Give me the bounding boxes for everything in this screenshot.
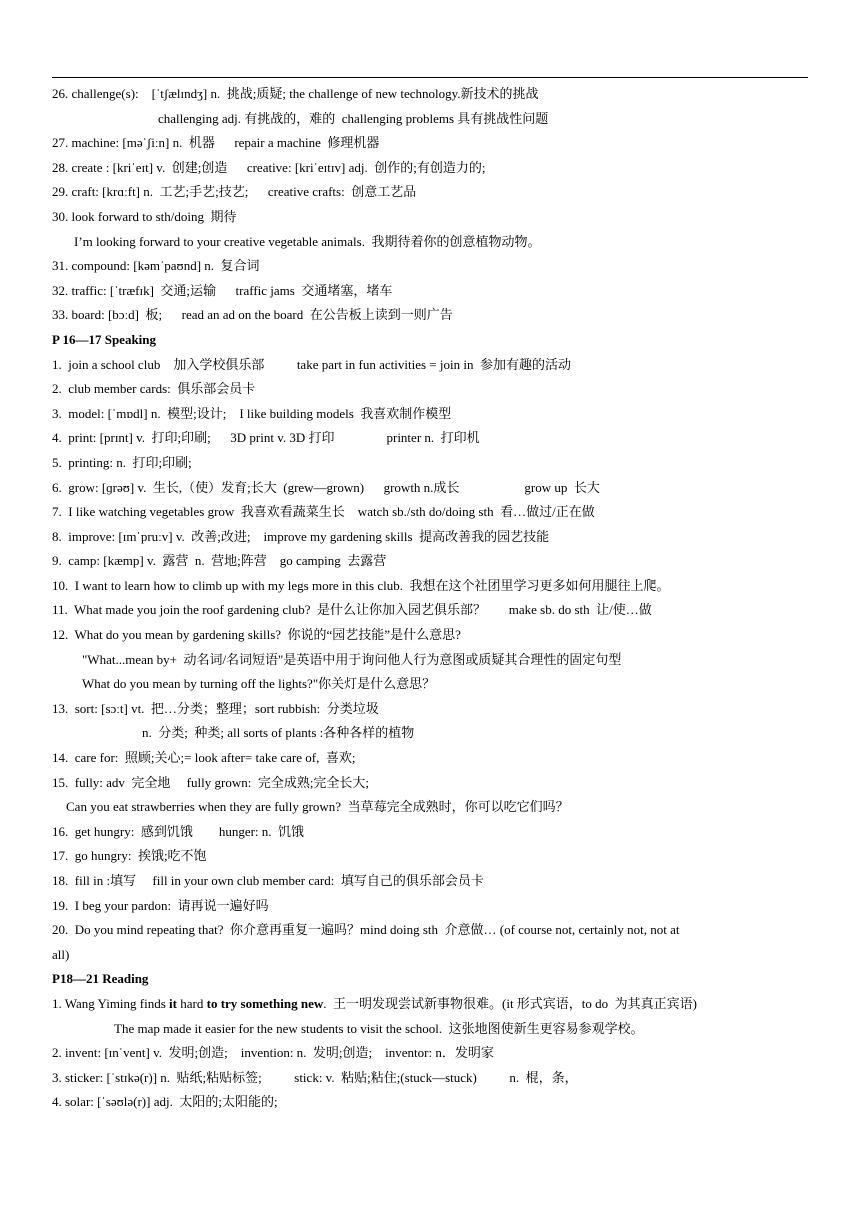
reading-item-1-part: 1. Wang Yiming finds: [52, 995, 170, 1011]
speaking-item-15: 15. fully: adv 完全地 fully grown: 完全成熟;完全长大;: [52, 774, 370, 790]
entry-27: 27. machine: [məˈʃiːn] n. 机器 repair a machine 修理机器: [52, 135, 380, 151]
speaking-item-10: 10. I want to learn how to climb up with my legs more in this club. 我想在这个社团里学习更多如何用腿往上爬。: [52, 577, 670, 593]
speaking-item-20: 20. Do you mind repeating that? 你介意再重复一遍吗？mind doing sth 介意做… (of course not, certainly not, not at: [52, 922, 680, 938]
speaking-item-19: 19. I beg your pardon: 请再说一遍好吗: [52, 897, 269, 913]
speaking-item-6: 6. grow: [ɡrəʊ] v. 生长,（使）发育;长大 (grew—grown) growth n.成长 grow up 长大: [52, 479, 600, 495]
reading-item-2: 2. invent: [ɪnˈvent] v. 发明;创造; invention: n. 发明;创造; inventor: n．发明家: [52, 1045, 494, 1061]
speaking-item-15-example: Can you eat strawberries when they are fully grown? 当草莓完全成熟时，你可以吃它们吗？: [66, 799, 569, 815]
reading-item-1: [52, 992, 812, 1017]
entry-32: 32. traffic: [ˈtræfɪk] 交通;运输 traffic jams 交通堵塞，堵车: [52, 282, 393, 298]
reading-item-1-phrase: to try something new: [206, 995, 324, 1011]
speaking-item-2: 2. club member cards: 俱乐部会员卡: [52, 381, 256, 397]
reading-item-1-example: The map made it easier for the new students to visit the school. 这张地图使新生更容易参观学校。: [114, 1020, 644, 1036]
speaking-item-20-cont: all): [52, 946, 70, 962]
vocabulary-notes-page: [52, 82, 812, 1115]
section-heading-reading: P18—21 Reading: [52, 971, 149, 987]
entry-31: 31. compound: [kəmˈpaʊnd] n. 复合词: [52, 258, 260, 274]
reading-item-4: 4. solar: [ˈsəʊlə(r)] adj. 太阳的;太阳能的;: [52, 1094, 278, 1110]
entry-29: 29. craft: [krɑːft] n. 工艺;手艺;技艺; creative crafts: 创意工艺品: [52, 184, 417, 200]
speaking-item-11: 11. What made you join the roof gardening club? 是什么让你加入园艺俱乐部？ make sb. do sth 让/使…做: [52, 602, 652, 618]
section-heading-speaking: P 16—17 Speaking: [52, 331, 157, 347]
entry-26: 26. challenge(s): [ˈtʃælɪndʒ] n. 挑战;质疑; the challenge of new technology.新技术的挑战: [52, 86, 539, 101]
speaking-item-5: 5. printing: n. 打印;印刷;: [52, 454, 192, 470]
speaking-item-9: 9. camp: [kæmp] v. 露营 n. 营地;阵营 go camping 去露营: [52, 553, 387, 569]
speaking-item-7: 7. I like watching vegetables grow 我喜欢看蔬菜生长 watch sb./sth do/doing sth 看…做过/正在做: [52, 504, 595, 520]
entry-30-example: I’m looking forward to your creative vegetable animals. 我期待着你的创意植物动物。: [74, 233, 541, 249]
speaking-item-18: 18. fill in :填写 fill in your own club member card: 填写自己的俱乐部会员卡: [52, 873, 484, 888]
speaking-item-8: 8. improve: [ɪmˈpruːv] v. 改善;改进; improve my gardening skills 提高改善我的园艺技能: [52, 528, 550, 544]
speaking-item-4: 4. print: [prɪnt] v. 打印;印刷; 3D print v. 3D 打印 printer n. 打印机: [52, 430, 480, 446]
reading-item-1-it: it: [169, 995, 177, 1011]
entry-26-sub: challenging adj. 有挑战的，难的 challenging problems 具有挑战性问题: [158, 110, 549, 126]
entry-28: 28. create : [kriˈeɪt] v. 创建;创造 creative: [kriˈeɪtɪv] adj. 创作的;有创造力的;: [52, 159, 486, 175]
speaking-item-13-sub: n. 分类; 种类; all sorts of plants :各种各样的植物: [142, 725, 415, 741]
speaking-item-12-note: "What...mean by+ 动名词/名词短语"是英语中用于询问他人行为意图或质疑其合理性的固定句型: [82, 651, 622, 667]
speaking-item-12-example: What do you mean by turning off the lights?"你关灯是什么意思？: [82, 676, 436, 692]
speaking-item-16: 16. get hungry: 感到饥饿 hunger: n. 饥饿: [52, 823, 305, 839]
header-rule: [52, 77, 808, 78]
speaking-item-12: 12. What do you mean by gardening skills? 你说的“园艺技能”是什么意思?: [52, 627, 461, 643]
speaking-item-1: 1. join a school club 加入学校俱乐部 take part in fun activities = join in 参加有趣的活动: [52, 356, 571, 372]
reading-item-3: 3. sticker: [ˈstɪkə(r)] n. 贴纸;粘贴标签; stick: v. 粘贴;粘住;(stuck—stuck) n. 棍，条，: [52, 1069, 578, 1085]
speaking-item-3: 3. model: [ˈmɒdl] n. 模型;设计; I like building models 我喜欢制作模型: [52, 405, 452, 421]
entry-30: 30. look forward to sth/doing 期待: [52, 208, 237, 224]
reading-item-1-part: . 王一明发现尝试新事物很难。(it 形式宾语，to do 为其真正宾语): [323, 995, 697, 1011]
reading-item-1-part: hard: [177, 995, 207, 1011]
speaking-item-17: 17. go hungry: 挨饿;吃不饱: [52, 848, 207, 864]
speaking-item-14: 14. care for: 照顾;关心;= look after= take care of, 喜欢;: [52, 750, 356, 766]
speaking-item-13: 13. sort: [sɔːt] vt. 把…分类；整理；sort rubbish: 分类垃圾: [52, 700, 379, 716]
entry-33: 33. board: [bɔːd] 板; read an ad on the board 在公告板上读到一则广告: [52, 307, 453, 323]
